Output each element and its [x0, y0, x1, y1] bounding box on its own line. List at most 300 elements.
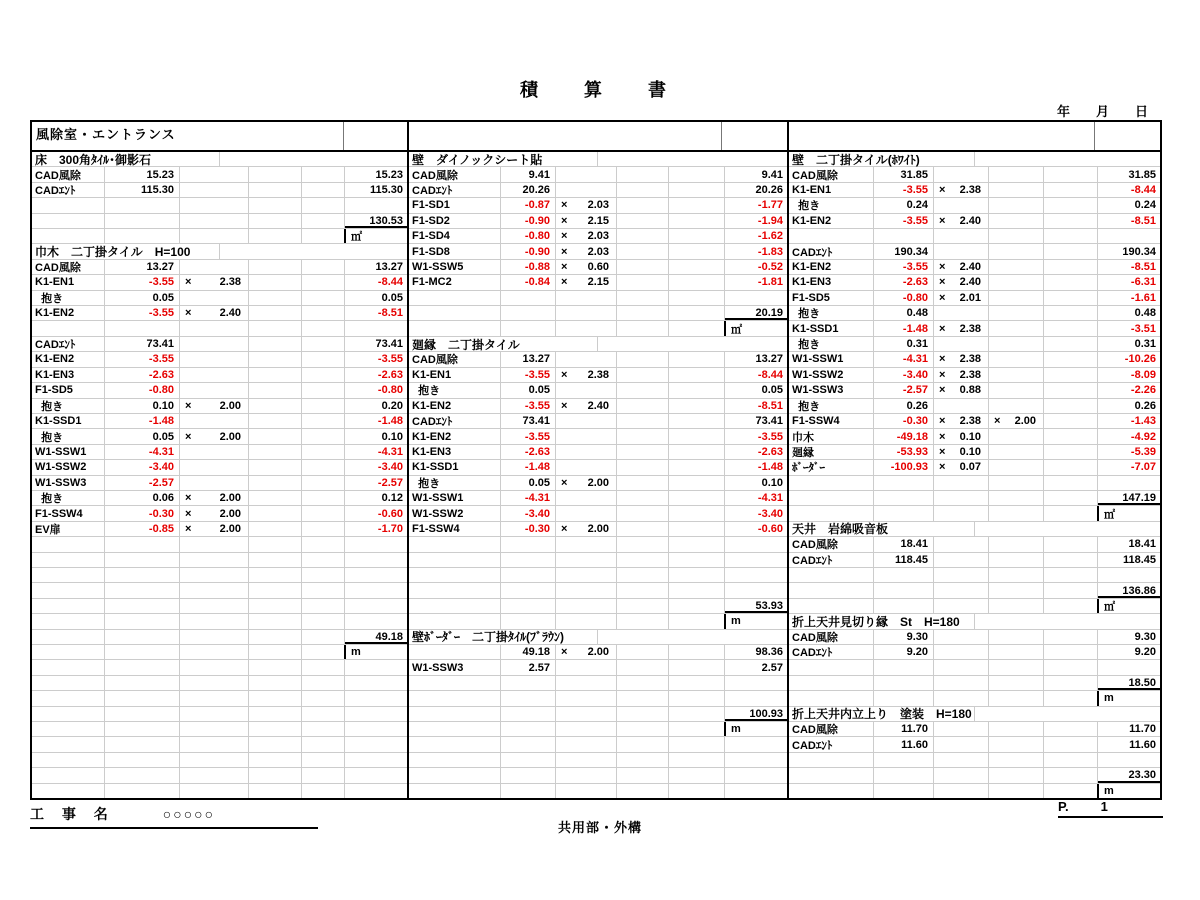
item-label-cell: K1-EN3: [789, 275, 874, 289]
value-cell: -4.31: [105, 445, 180, 459]
multiplier-cell: [934, 275, 989, 289]
empty-cell: [32, 722, 105, 736]
empty-cell: [874, 676, 934, 690]
multiplier-cell: [556, 491, 617, 505]
value-cell: -4.31: [501, 491, 556, 505]
empty-cell: [724, 553, 787, 567]
multiplier-value: 2.15: [587, 214, 609, 227]
result-cell: 2.57: [724, 660, 787, 674]
empty-cell: [32, 660, 105, 674]
multiplier-cell: [989, 399, 1044, 413]
item-label-cell: W1-SSW3: [32, 476, 105, 490]
result-cell: 11.60: [1097, 737, 1160, 751]
multiply-sign: ×: [939, 461, 946, 474]
multiplier-cell: [617, 229, 669, 243]
empty-cell: [344, 198, 407, 212]
unit-label: m: [724, 722, 787, 736]
multiplier-cell: [249, 368, 302, 382]
empty-cell: [669, 614, 724, 628]
spacer-cell: [1044, 183, 1097, 197]
spacer-cell: [302, 368, 344, 382]
empty-cell: [874, 599, 934, 613]
result-cell: -0.52: [724, 260, 787, 274]
result-cell: -8.44: [344, 275, 407, 289]
empty-cell: [249, 660, 302, 674]
multiplier-cell: [556, 445, 617, 459]
calc-row: [789, 399, 1160, 414]
empty-cell: [617, 583, 669, 597]
calc-row: [789, 275, 1160, 290]
blank-row: [32, 553, 407, 568]
empty-cell: [344, 707, 407, 721]
empty-cell: [180, 753, 249, 767]
empty-cell: [32, 768, 105, 782]
empty-cell: [249, 568, 302, 582]
page-title: 積 算 書: [520, 80, 680, 100]
empty-cell: [989, 491, 1044, 505]
blank-row: [32, 599, 407, 614]
result-cell: [219, 244, 408, 258]
multiplier-cell: [989, 383, 1044, 397]
empty-cell: [302, 691, 344, 705]
empty-cell: [249, 614, 302, 628]
spacer-cell: [302, 167, 344, 181]
result-cell: -8.51: [1097, 214, 1160, 228]
multiplier-cell: [249, 491, 302, 505]
multiplier-cell: [989, 722, 1044, 736]
empty-cell: [556, 291, 617, 305]
value-cell: 0.06: [105, 491, 180, 505]
empty-cell: [249, 630, 302, 644]
blank-row: [409, 583, 787, 598]
empty-cell: [934, 691, 989, 705]
value-cell: 73.41: [501, 414, 556, 428]
multiplier-cell: [617, 275, 669, 289]
blank-row: [789, 476, 1160, 491]
empty-cell: [617, 537, 669, 551]
multiplier-value: 0.88: [959, 384, 981, 397]
total-row: [32, 630, 407, 645]
total-row: [409, 707, 787, 722]
multiplier-cell: [617, 260, 669, 274]
calc-row: [789, 553, 1160, 568]
multiplier-cell: [934, 260, 989, 274]
blank-row: [32, 568, 407, 583]
total-row: [409, 306, 787, 321]
result-cell: -3.40: [344, 460, 407, 474]
empty-cell: [105, 645, 180, 659]
value-cell: 73.41: [105, 337, 180, 351]
empty-cell: [1097, 568, 1160, 582]
multiplier-cell: [180, 352, 249, 366]
item-label-cell: K1-EN3: [409, 445, 501, 459]
multiplier-cell: [556, 383, 617, 397]
multiplier-value: 2.38: [959, 184, 981, 197]
empty-cell: [105, 568, 180, 582]
empty-cell: [180, 568, 249, 582]
spacer-cell: [669, 476, 724, 490]
empty-cell: [344, 722, 407, 736]
empty-cell: [874, 229, 934, 243]
calc-row: [409, 275, 787, 290]
calc-row: [32, 352, 407, 367]
calc-row: [409, 368, 787, 383]
multiplier-cell: [556, 183, 617, 197]
multiplier-cell: [934, 553, 989, 567]
calc-row: [789, 460, 1160, 475]
empty-cell: [1044, 568, 1097, 582]
empty-cell: [617, 784, 669, 798]
multiply-sign: ×: [561, 199, 568, 212]
empty-cell: [556, 737, 617, 751]
empty-cell: [1044, 691, 1097, 705]
empty-cell: [105, 599, 180, 613]
empty-cell: [180, 599, 249, 613]
value-cell: 49.18: [501, 645, 556, 659]
multiplier-cell: [989, 167, 1044, 181]
empty-cell: [32, 676, 105, 690]
calc-row: [32, 275, 407, 290]
empty-cell: [556, 722, 617, 736]
value-cell: -3.55: [501, 399, 556, 413]
empty-cell: [669, 583, 724, 597]
multiplier-cell: [180, 260, 249, 274]
value-cell: 190.34: [874, 244, 934, 258]
multiply-sign: ×: [939, 214, 946, 227]
result-cell: -10.26: [1097, 352, 1160, 366]
empty-cell: [874, 691, 934, 705]
multiplier-cell: [934, 722, 989, 736]
spacer-cell: [669, 460, 724, 474]
empty-cell: [724, 291, 787, 305]
calc-row: [789, 645, 1160, 660]
value-cell: 9.20: [874, 645, 934, 659]
empty-cell: [32, 198, 105, 212]
unit-row: [789, 784, 1160, 798]
empty-cell: [180, 321, 249, 335]
item-label-cell: 廻縁: [789, 445, 874, 459]
empty-cell: [180, 229, 249, 243]
empty-cell: [180, 722, 249, 736]
multiplier-cell: [556, 229, 617, 243]
empty-cell: [989, 476, 1044, 490]
multiplier-cell: [249, 476, 302, 490]
subtotal-value: 20.19: [724, 306, 787, 320]
item-label-cell: K1-EN1: [789, 183, 874, 197]
item-label-cell: W1-SSW2: [409, 506, 501, 520]
project-name-field: [30, 804, 318, 829]
multiplier-cell: [617, 522, 669, 536]
result-cell: 20.26: [724, 183, 787, 197]
empty-cell: [344, 660, 407, 674]
value-cell: 115.30: [105, 183, 180, 197]
multiplier-value: 0.60: [587, 261, 609, 274]
empty-cell: [344, 599, 407, 613]
value-cell: -0.80: [501, 229, 556, 243]
multiplier-cell: [249, 445, 302, 459]
empty-cell: [409, 768, 501, 782]
empty-cell: [1097, 229, 1160, 243]
result-cell: 0.05: [724, 383, 787, 397]
spacer-cell: [669, 383, 724, 397]
item-label-cell: K1-EN1: [409, 368, 501, 382]
spacer-cell: [669, 429, 724, 443]
multiplier-value: 2.03: [587, 245, 609, 258]
result-cell: 9.30: [1097, 630, 1160, 644]
empty-cell: [874, 583, 934, 597]
empty-cell: [180, 198, 249, 212]
value-cell: -3.40: [874, 368, 934, 382]
spacer-cell: [1044, 275, 1097, 289]
empty-cell: [344, 691, 407, 705]
spacer-cell: [669, 244, 724, 258]
empty-cell: [302, 660, 344, 674]
multiplier-cell: [989, 352, 1044, 366]
empty-cell: [789, 568, 874, 582]
calc-row: [409, 645, 787, 660]
item-label-cell: F1-SSW4: [409, 522, 501, 536]
multiplier-cell: [249, 506, 302, 520]
item-label-cell: K1-EN2: [409, 399, 501, 413]
section-row: [789, 707, 1160, 722]
multiplier-cell: [617, 414, 669, 428]
multiplier-value: 2.38: [959, 415, 981, 428]
blank-row: [409, 537, 787, 552]
empty-cell: [724, 568, 787, 582]
item-label-cell: 抱き: [32, 429, 105, 443]
multiplier-cell: [989, 214, 1044, 228]
section-title: 壁ﾎﾞｰﾀﾞｰ 二丁掛ﾀｲﾙ(ﾌﾞﾗｳﾝ): [412, 630, 564, 645]
empty-cell: [501, 707, 556, 721]
empty-cell: [105, 214, 180, 228]
multiplier-cell: [934, 645, 989, 659]
total-row: [789, 583, 1160, 598]
value-cell: -2.57: [105, 476, 180, 490]
empty-cell: [1044, 784, 1097, 798]
value-cell: -3.55: [874, 260, 934, 274]
empty-cell: [669, 753, 724, 767]
calc-row: [409, 198, 787, 213]
multiply-sign: ×: [939, 368, 946, 381]
value-cell: 13.27: [105, 260, 180, 274]
multiplier-cell: [617, 167, 669, 181]
empty-cell: [789, 506, 874, 520]
result-cell: -7.07: [1097, 460, 1160, 474]
multiplier-cell: [934, 337, 989, 351]
multiplier-cell: [556, 645, 617, 659]
result-cell: 13.27: [344, 260, 407, 274]
result-cell: [974, 152, 1161, 166]
value-cell: 9.41: [501, 167, 556, 181]
empty-cell: [409, 321, 501, 335]
empty-cell: [789, 784, 874, 798]
value-cell: -3.55: [105, 275, 180, 289]
unit-label: ㎡: [724, 321, 787, 335]
empty-cell: [302, 537, 344, 551]
multiply-sign: ×: [561, 476, 568, 489]
empty-cell: [32, 753, 105, 767]
multiplier-cell: [617, 244, 669, 258]
value-cell: -100.93: [874, 460, 934, 474]
empty-cell: [617, 614, 669, 628]
multiplier-value: 2.38: [959, 322, 981, 335]
calc-row: [789, 321, 1160, 336]
empty-cell: [105, 537, 180, 551]
calc-row: [789, 260, 1160, 275]
multiplier-cell: [934, 291, 989, 305]
empty-cell: [409, 707, 501, 721]
spacer-cell: [669, 645, 724, 659]
multiplier-cell: [556, 429, 617, 443]
empty-cell: [617, 306, 669, 320]
result-cell: -8.51: [1097, 260, 1160, 274]
spacer-cell: [1044, 737, 1097, 751]
item-label-cell: K1-EN2: [789, 260, 874, 274]
empty-cell: [989, 753, 1044, 767]
multiplier-cell: [617, 183, 669, 197]
section-title: 巾木 二丁掛タイル H=100: [35, 245, 191, 260]
unit-label: ㎡: [1097, 506, 1160, 520]
empty-cell: [105, 583, 180, 597]
result-cell: -5.39: [1097, 445, 1160, 459]
item-label-cell: W1-SSW1: [409, 491, 501, 505]
result-cell: 9.20: [1097, 645, 1160, 659]
calc-row: [409, 399, 787, 414]
result-cell: 190.34: [1097, 244, 1160, 258]
unit-label: m: [344, 645, 407, 659]
value-cell: -2.63: [874, 275, 934, 289]
subtotal-value: 100.93: [724, 707, 787, 721]
empty-cell: [874, 784, 934, 798]
blank-row: [409, 784, 787, 798]
multiplier-cell: [249, 167, 302, 181]
multiply-sign: ×: [561, 522, 568, 535]
empty-cell: [302, 583, 344, 597]
result-cell: -1.81: [724, 275, 787, 289]
value-cell: 20.26: [501, 183, 556, 197]
column-group-1: [32, 152, 407, 798]
value-cell: -3.55: [874, 183, 934, 197]
result-cell: 73.41: [344, 337, 407, 351]
multiplier-cell: [556, 506, 617, 520]
empty-cell: [32, 553, 105, 567]
empty-cell: [501, 291, 556, 305]
empty-cell: [989, 506, 1044, 520]
empty-cell: [302, 568, 344, 582]
item-label-cell: K1-EN2: [789, 214, 874, 228]
empty-cell: [180, 537, 249, 551]
result-cell: 31.85: [1097, 167, 1160, 181]
result-cell: [974, 522, 1161, 536]
blank-row: [32, 676, 407, 691]
item-label-cell: F1-SSW4: [32, 506, 105, 520]
empty-cell: [874, 768, 934, 782]
empty-cell: [180, 214, 249, 228]
calc-row: [32, 183, 407, 198]
result-cell: 0.05: [344, 291, 407, 305]
blank-row: [32, 707, 407, 722]
spacer-cell: [302, 337, 344, 351]
empty-cell: [344, 583, 407, 597]
page-number-value: 1: [1100, 799, 1108, 814]
unit-row: [409, 321, 787, 336]
empty-cell: [556, 568, 617, 582]
multiplier-value: 2.00: [219, 430, 241, 443]
empty-cell: [32, 614, 105, 628]
calc-row: [32, 306, 407, 321]
spacer-cell: [669, 399, 724, 413]
empty-cell: [32, 737, 105, 751]
result-cell: 115.30: [344, 183, 407, 197]
empty-cell: [874, 660, 934, 674]
multiplier-cell: [934, 321, 989, 335]
multiplier-cell: [249, 399, 302, 413]
spacer-cell: [1044, 645, 1097, 659]
multiply-sign: ×: [185, 492, 192, 505]
spacer-cell: [1044, 537, 1097, 551]
empty-cell: [180, 630, 249, 644]
calc-row: [32, 291, 407, 306]
date-label: 年 月 日: [1056, 104, 1148, 119]
multiplier-cell: [617, 506, 669, 520]
spacer-cell: [1044, 399, 1097, 413]
sheet-section-label: 共用部・外構: [557, 820, 643, 835]
value-cell: 0.05: [105, 429, 180, 443]
result-cell: -0.80: [344, 383, 407, 397]
empty-cell: [409, 537, 501, 551]
empty-cell: [556, 784, 617, 798]
calc-row: [409, 260, 787, 275]
multiplier-cell: [989, 445, 1044, 459]
empty-cell: [617, 691, 669, 705]
blank-row: [32, 737, 407, 752]
value-cell: -3.55: [105, 306, 180, 320]
multiplier-value: 2.00: [587, 476, 609, 489]
empty-cell: [302, 630, 344, 644]
empty-cell: [934, 229, 989, 243]
multiplier-value: 2.40: [959, 261, 981, 274]
value-cell: -4.31: [874, 352, 934, 366]
room-title: 風除室・エントランス: [36, 127, 176, 142]
empty-cell: [249, 214, 302, 228]
multiplier-cell: [617, 368, 669, 382]
value-cell: -2.57: [874, 383, 934, 397]
empty-cell: [669, 707, 724, 721]
section-title: 天井 岩綿吸音板: [792, 522, 889, 537]
item-label-cell: K1-EN3: [32, 368, 105, 382]
item-label-cell: CADｴﾝﾄ: [789, 553, 874, 567]
multiplier-cell: [617, 476, 669, 490]
empty-cell: [501, 614, 556, 628]
multiplier-cell: [989, 553, 1044, 567]
multiplier-cell: [556, 522, 617, 536]
item-label-cell: EV扉: [32, 522, 105, 536]
multiplier-cell: [617, 383, 669, 397]
multiplier-cell: [556, 460, 617, 474]
value-cell: 0.05: [501, 383, 556, 397]
empty-cell: [874, 476, 934, 490]
spacer-cell: [1044, 306, 1097, 320]
empty-cell: [105, 229, 180, 243]
empty-cell: [669, 599, 724, 613]
multiplier-value: 2.38: [587, 368, 609, 381]
empty-cell: [344, 753, 407, 767]
unit-row: [409, 614, 787, 629]
item-label-cell: F1-SD4: [409, 229, 501, 243]
empty-cell: [989, 583, 1044, 597]
empty-cell: [501, 768, 556, 782]
empty-cell: [249, 583, 302, 597]
